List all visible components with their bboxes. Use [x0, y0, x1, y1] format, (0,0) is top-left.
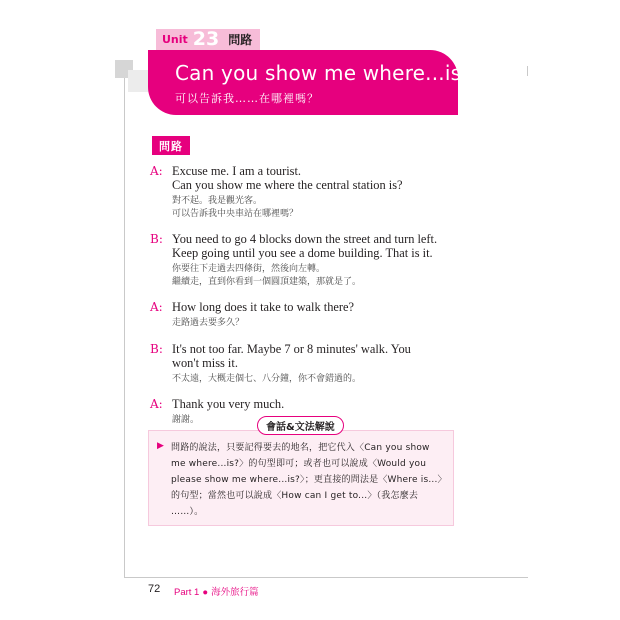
chinese-line: 謝謝。 [172, 415, 200, 425]
dialogue [150, 164, 450, 427]
page-frame-bottom-line [124, 577, 528, 578]
dialogue-turn [150, 164, 450, 220]
grammar-notes-box [148, 430, 454, 526]
page-frame-right-line [527, 66, 528, 76]
notes-line: please show me where...is?〉；更直接的問法是〈Where is...〉 [171, 475, 447, 485]
decorative-square [128, 70, 150, 92]
unit-number: 23 [192, 28, 220, 50]
page-subtitle: 可以告訴我……在哪裡嗎？ [175, 92, 319, 105]
page-number: 72 [148, 583, 161, 595]
chinese-line: 可以告訴我中央車站在哪裡嗎？ [172, 208, 299, 219]
dialogue-turn [150, 300, 450, 330]
notes-line: 問路的說法，只要記得要去的地名，把它代入〈Can you show [171, 443, 430, 453]
dialogue-turn [150, 342, 450, 386]
notes-line: ……）。 [171, 507, 204, 517]
english-line: Can you show me where the central station is? [172, 178, 403, 192]
footer-part-label: Part 1 [174, 587, 200, 598]
grammar-notes-text [171, 440, 447, 520]
speaker-label: A: [150, 397, 163, 411]
grammar-notes-tag: 會話&文法解說 [257, 416, 344, 435]
section-label: 問路 [152, 136, 190, 155]
speaker-label: A: [150, 164, 163, 178]
english-line: Thank you very much. [172, 397, 285, 411]
triangle-bullet-icon: ▶ [157, 441, 164, 451]
english-line: It's not too far. Maybe 7 or 8 minutes' walk. You [172, 341, 411, 356]
footer-section-name: 海外旅行篇 [211, 587, 259, 598]
unit-label: Unit [162, 33, 188, 46]
chinese-line: 不太遠，大概走個七、八分鐘，你不會錯過的。 [172, 373, 362, 384]
speaker-label: B: [150, 341, 163, 356]
speaker-label: A: [150, 300, 163, 314]
english-line: Excuse me. I am a tourist. [172, 164, 302, 178]
english-line: You need to go 4 blocks down the street and turn left. [172, 232, 438, 246]
english-line: How long does it take to walk there? [172, 300, 355, 314]
footer-part [174, 584, 259, 598]
chinese-line: 對不起。我是觀光客。 [172, 196, 263, 206]
english-line: won't miss it. [172, 355, 238, 370]
unit-topic: 問路 [228, 33, 253, 47]
notes-line: me where...is?〉的句型即可；或者也可以說成〈Would you [171, 459, 427, 469]
dot-separator-icon: ● [202, 587, 209, 598]
speaker-label: B: [150, 232, 163, 246]
english-line: Keep going until you see a dome building. That is it. [172, 246, 433, 260]
notes-line: 的句型；當然也可以說成〈How can I get to...〉（我怎麼去 [171, 491, 419, 501]
header-banner [148, 50, 473, 115]
chinese-line: 你要往下走過去四條街，然後向左轉。 [172, 264, 326, 274]
chinese-line: 繼續走，直到你看到一個圓頂建築，那就是了。 [172, 276, 362, 287]
dialogue-turn [150, 232, 450, 288]
page-frame-left-line [124, 66, 125, 578]
chinese-line: 走路過去要多久？ [172, 318, 245, 328]
unit-tab [156, 29, 260, 50]
page-title: Can you show me where...is? [175, 61, 473, 85]
